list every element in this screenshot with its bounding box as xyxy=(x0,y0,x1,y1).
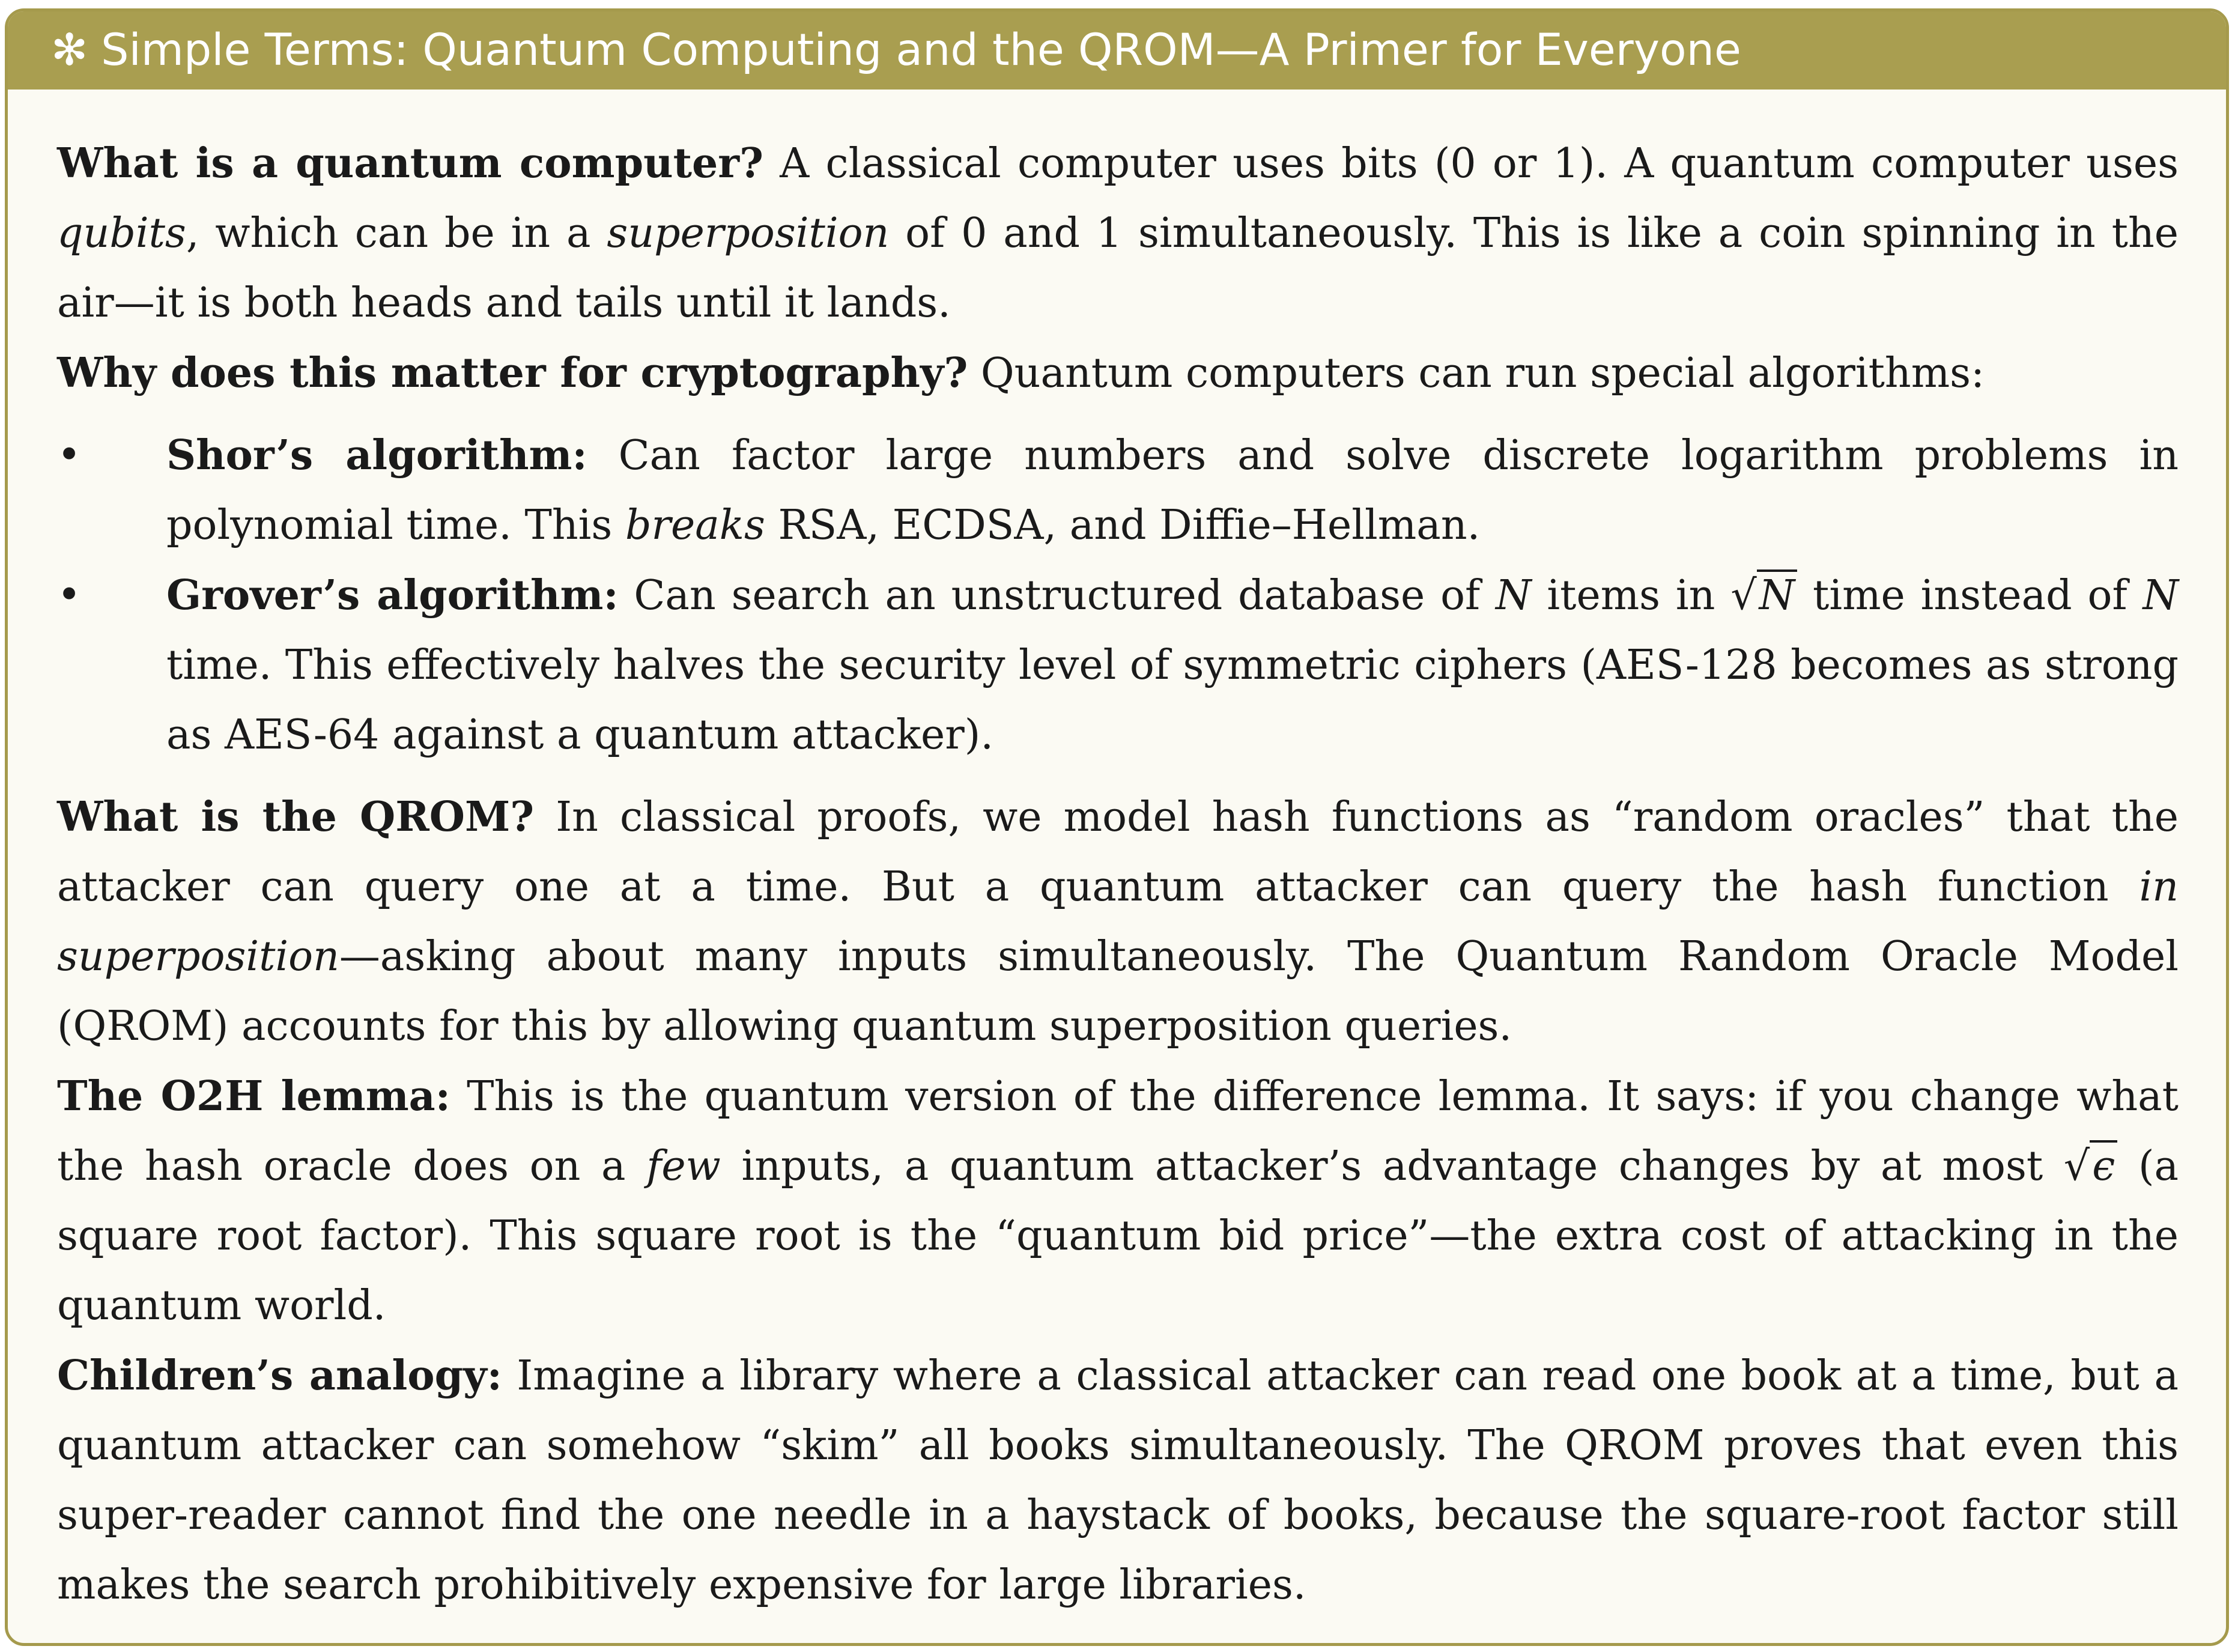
text-span: time instead of xyxy=(1797,572,2143,619)
sqrt-n-formula xyxy=(1730,561,1797,631)
paragraph-quantum-computer xyxy=(57,129,2179,338)
box-header xyxy=(8,11,2226,90)
paragraph-o2h xyxy=(57,1061,2179,1341)
emphasis-qubits: qubits xyxy=(57,210,186,257)
radical-sign: √ xyxy=(2063,1143,2090,1190)
emphasis-breaks: breaks xyxy=(625,502,765,549)
text-span: Can search an unstructured database of xyxy=(618,572,1496,619)
radicand-epsilon: ϵ xyxy=(2090,1140,2117,1190)
bullet-marker: • xyxy=(57,431,82,479)
text-span: A classical computer uses bits (0 or 1). A quantum computer uses xyxy=(763,140,2179,187)
text-span: In classical proofs, we model hash functions as “random oracles” that the attacker can query one at a time. But a quantum attacker can query the hash function xyxy=(57,794,2179,911)
text-span: —asking about many inputs simultaneously. The Quantum Random Oracle Model (QROM) accounts for this by allowing quantum superposition queries. xyxy=(57,933,2179,1050)
math-n: N xyxy=(2143,572,2179,619)
text-span: time. This effectively halves the security level of symmetric ciphers (AES-128 becomes as strong as AES-64 against a quantum attacker). xyxy=(166,642,2179,759)
asterisk-icon: ✻ xyxy=(51,25,88,76)
list-item-shor xyxy=(57,421,2179,560)
text-span: Quantum computers can run special algorithms: xyxy=(968,350,1985,397)
text-span: Imagine a library where a classical attacker can read one book at a time, but a quantum attacker can somehow “skim” all books simultaneously. The QROM proves that even this super-reader cannot find the one needle in a haystack of books, because the square-root factor still makes the search prohibitively expensive for large libraries. xyxy=(57,1352,2179,1609)
paragraph-analogy xyxy=(57,1341,2179,1620)
lead-analogy: Children’s analogy: xyxy=(57,1352,502,1400)
text-span: RSA, ECDSA, and Diffie–Hellman. xyxy=(765,502,1481,549)
box-body xyxy=(57,129,2179,1620)
radicand-n: N xyxy=(1757,569,1798,619)
text-span: , which can be in a xyxy=(186,210,607,257)
algorithm-list xyxy=(57,421,2179,770)
lead-o2h: The O2H lemma: xyxy=(57,1072,450,1120)
radical-sign: √ xyxy=(1730,572,1757,619)
bullet-marker: • xyxy=(57,571,82,619)
list-item-grover xyxy=(57,560,2179,770)
paragraph-cryptography xyxy=(57,338,2179,408)
math-n: N xyxy=(1496,572,1532,619)
simple-terms-box xyxy=(5,8,2229,1646)
emphasis-superposition: superposition xyxy=(607,210,890,257)
emphasis-few: few xyxy=(646,1143,721,1190)
text-span: (a square root factor). This square root is the “quantum bid price”—the extra cost of attacking in the quantum world. xyxy=(57,1143,2179,1329)
lead-cryptography: Why does this matter for cryptography? xyxy=(57,349,968,397)
box-title: Simple Terms: Quantum Computing and the QROM—A Primer for Everyone xyxy=(101,25,1741,76)
lead-quantum-computer: What is a quantum computer? xyxy=(57,139,763,187)
text-span: items in xyxy=(1531,572,1731,619)
lead-qrom: What is the QROM? xyxy=(57,793,535,841)
text-span: Can factor large numbers and solve discrete logarithm problems in polynomial time. This xyxy=(166,432,2179,549)
text-span: This is the quantum version of the difference lemma. It says: if you change what the hash oracle does on a xyxy=(57,1073,2179,1190)
paragraph-qrom xyxy=(57,782,2179,1061)
text-span: inputs, a quantum attacker’s advantage changes by at most xyxy=(720,1143,2064,1190)
text-span: of 0 and 1 simultaneously. This is like a coin spinning in the air—it is both heads and tails until it lands. xyxy=(57,210,2179,327)
lead-grover: Grover’s algorithm: xyxy=(166,571,619,619)
lead-shor: Shor’s algorithm: xyxy=(166,431,587,479)
emphasis-in-superposition: in superposition xyxy=(57,863,2179,980)
sqrt-epsilon-formula xyxy=(2064,1132,2117,1201)
